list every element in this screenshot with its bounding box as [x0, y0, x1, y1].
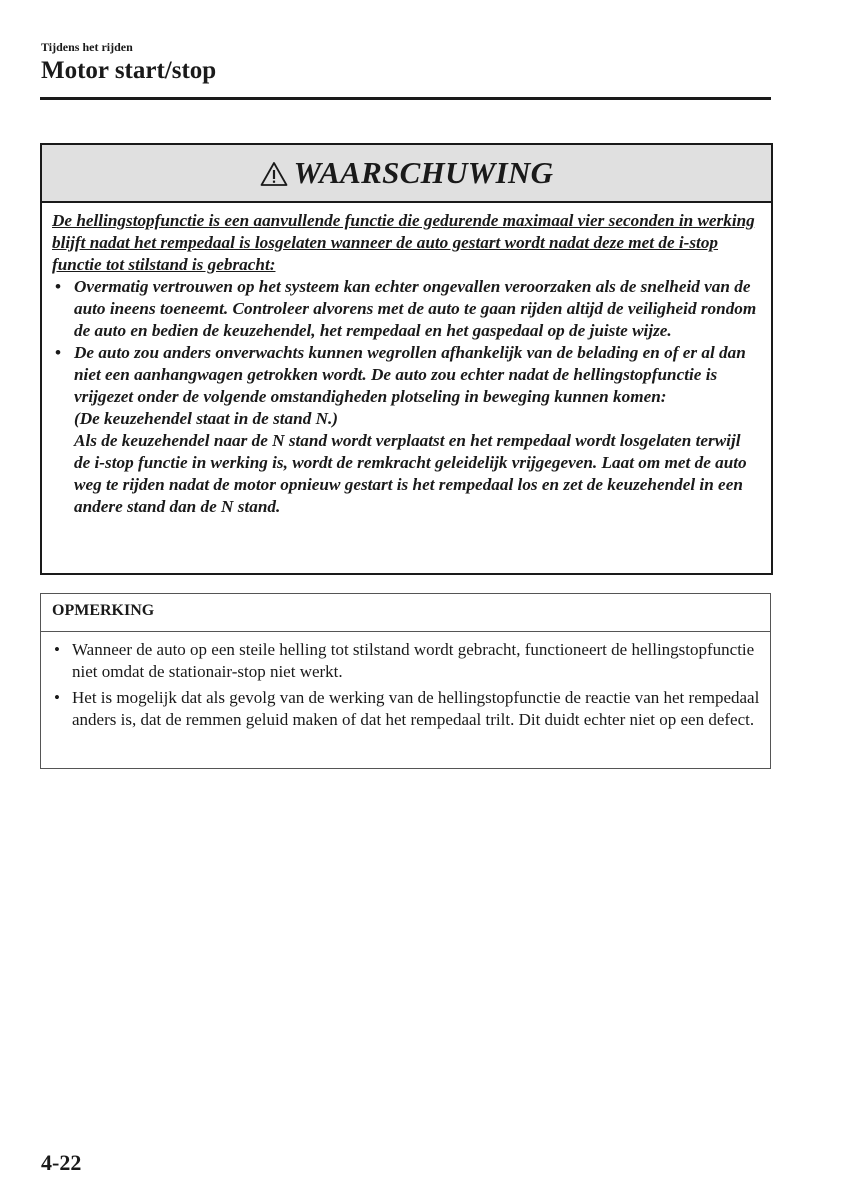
warning-bullet-condition: (De keuzehendel staat in de stand N.) — [74, 409, 339, 428]
bullet-dot: • — [54, 688, 60, 707]
warning-bullet-text: De auto zou anders onverwachts kunnen wegrollen afhankelijk van de belading en of er al dan niet een aanhangwagen getrokken wordt. De auto zou echter nadat de hellingstopfunctie is vrijgezet onder de volgende omstandigheden plotseling in beweging kunnen komen: — [74, 343, 746, 406]
bullet-dot: • — [54, 640, 60, 659]
warning-bullet-item — [52, 276, 761, 342]
note-list — [41, 632, 770, 731]
warning-intro: De hellingstopfunctie is een aanvullende functie die gedurende maximaal vier seconden in werking blijft nadat het rempedaal is losgelaten wanneer de auto gestart wordt nadat deze met de i-stop functie tot stilstand is gebracht: — [52, 211, 755, 274]
note-item — [51, 639, 760, 683]
note-box — [40, 593, 771, 769]
note-item-text: Het is mogelijk dat als gevolg van de werking van de hellingstopfunctie de reactie van het rempedaal anders is, dat de remmen geluid maken of dat het rempedaal trilt. Dit duidt echter niet op een defect. — [72, 688, 760, 729]
warning-bullet-detail: Als de keuzehendel naar de N stand wordt verplaatst en het rempedaal wordt losgelaten terwijl de i-stop functie in werking is, wordt de remkracht geleidelijk vrijgegeven. Laat om met de auto weg te rijden nadat de motor opnieuw gestart is het rempedaal los en zet de keuzehendel in een andere stand dan de N stand. — [74, 431, 747, 516]
note-header: OPMERKING — [41, 594, 770, 632]
note-item — [51, 687, 760, 731]
warning-bullet-text: Overmatig vertrouwen op het systeem kan echter ongevallen veroorzaken als de snelheid van de auto ineens toeneemt. Controleer alvorens met de auto te gaan rijden altijd de veiligheid rondom de auto en bedien de keuzehendel, het rempedaal en het gaspedaal op de juiste wijze. — [74, 277, 757, 340]
note-item-text: Wanneer de auto op een steile helling tot stilstand wordt gebracht, functioneert de hellingstopfunctie niet omdat de stationair-stop niet werkt. — [72, 640, 755, 681]
warning-bullet-item — [52, 342, 761, 518]
warning-header — [42, 145, 771, 203]
bullet-dot: • — [55, 343, 62, 362]
warning-box — [40, 143, 773, 575]
warning-triangle-icon — [260, 161, 288, 187]
title-rule — [40, 97, 771, 100]
warning-bullet-list — [52, 276, 761, 518]
bullet-dot: • — [55, 277, 62, 296]
warning-title: WAARSCHUWING — [293, 155, 554, 190]
page-number: 4-22 — [41, 1150, 82, 1175]
warning-body — [42, 203, 771, 518]
page-title: Motor start/stop — [41, 57, 217, 84]
section-label: Tijdens het rijden — [41, 40, 133, 54]
